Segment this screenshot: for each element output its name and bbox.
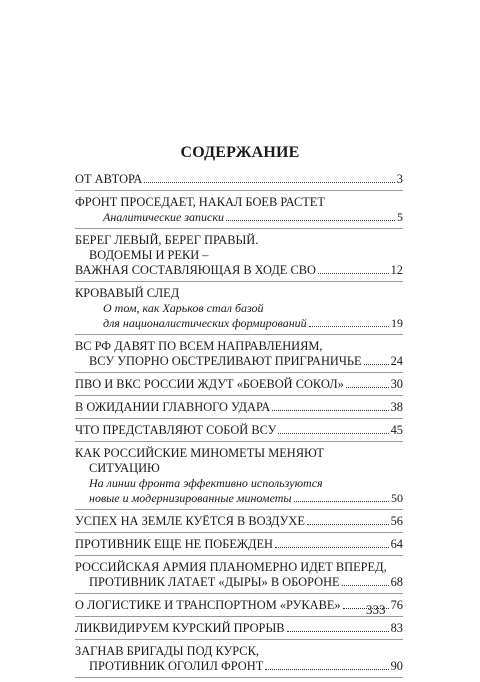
toc-title-line <box>75 377 403 392</box>
dot-leader <box>294 501 389 502</box>
dot-leader <box>318 273 389 274</box>
page-title: СОДЕРЖАНИЕ <box>180 144 300 161</box>
toc-entry-text: БЕРЕГ ЛЕВЫЙ, БЕРЕГ ПРАВЫЙ. <box>75 233 259 247</box>
toc-entry[interactable] <box>75 537 403 556</box>
toc-entry[interactable] <box>75 286 403 335</box>
toc-page-number: 83 <box>390 621 403 635</box>
toc-title-line <box>75 339 403 354</box>
toc-title-line <box>75 560 403 575</box>
toc-title-line <box>75 354 403 369</box>
toc-entry[interactable] <box>75 423 403 442</box>
toc-page-number: 76 <box>390 598 403 612</box>
toc-title-line <box>75 233 403 248</box>
toc-entry-text: ЗАГНАВ БРИГАДЫ ПОД КУРСК, <box>75 644 259 658</box>
toc-entry-text: ПРОТИВНИК ЛАТАЕТ «ДЫРЫ» В ОБОРОНЕ <box>89 575 340 589</box>
toc-page-number: 50 <box>391 491 403 505</box>
toc-entry-text: СИТУАЦИЮ <box>89 461 160 475</box>
toc-entry[interactable] <box>75 644 403 678</box>
dot-leader <box>278 433 388 434</box>
toc-title-line <box>75 461 403 476</box>
toc-page-number: 30 <box>390 377 403 391</box>
dot-leader <box>346 387 389 388</box>
toc-page-number: 24 <box>390 354 403 368</box>
toc-entry-text: Аналитические записки <box>103 210 224 224</box>
toc-page-number: 3 <box>396 172 403 186</box>
toc-entry-text: ВС РФ ДАВЯТ ПО ВСЕМ НАПРАВЛЕНИЯМ, <box>75 339 323 353</box>
toc-entry-text: ОТ АВТОРА <box>75 172 143 186</box>
toc-entry[interactable] <box>75 560 403 594</box>
toc-subtitle-line <box>75 476 403 491</box>
toc-page-number: 64 <box>390 537 403 551</box>
toc-entry-text: РОССИЙСКАЯ АРМИЯ ПЛАНОМЕРНО ИДЕТ ВПЕРЕД, <box>75 560 387 574</box>
toc-entry-text: О том, как Харьков стал базой <box>103 301 264 315</box>
dot-leader <box>307 524 389 525</box>
toc-entry-text: ВОДОЕМЫ И РЕКИ – <box>89 248 209 262</box>
dot-leader <box>265 669 388 670</box>
toc-title-line <box>75 446 403 461</box>
page-number: 333 <box>366 602 386 617</box>
toc-entry-text: для националистических формирований <box>103 316 307 330</box>
toc-entry[interactable] <box>75 446 403 510</box>
toc-entry-text: ПРОТИВНИК ЕЩЕ НЕ ПОБЕЖДЕН <box>75 537 273 551</box>
toc-entry[interactable] <box>75 400 403 419</box>
dot-leader <box>287 631 389 632</box>
toc-entry-text: КРОВАВЫЙ СЛЕД <box>75 286 180 300</box>
toc-title-line <box>75 172 403 187</box>
toc-subtitle-line <box>75 301 403 316</box>
toc-title-line <box>75 514 403 529</box>
toc-entry[interactable] <box>75 514 403 533</box>
toc-entry[interactable] <box>75 172 403 191</box>
toc-page-number: 45 <box>390 423 403 437</box>
toc-page-number: 19 <box>391 316 403 330</box>
toc-page-number: 56 <box>390 514 403 528</box>
toc-subtitle-line <box>75 316 403 331</box>
dot-leader <box>342 585 389 586</box>
toc-title-line <box>75 659 403 674</box>
toc-title-line <box>75 263 403 278</box>
toc-entry-text: ЧТО ПРЕДСТАВЛЯЮТ СОБОЙ ВСУ <box>75 423 277 437</box>
toc-title-line <box>75 598 403 613</box>
dot-leader <box>275 547 389 548</box>
toc-page-number: 90 <box>390 659 403 673</box>
toc-entry-text: УСПЕХ НА ЗЕМЛЕ КУЁТСЯ В ВОЗДУХЕ <box>75 514 305 528</box>
dot-leader <box>144 182 395 183</box>
dot-leader <box>272 410 388 411</box>
toc-page-number: 38 <box>390 400 403 414</box>
toc-entry-text: ЛИКВИДИРУЕМ КУРСКИЙ ПРОРЫВ <box>75 621 285 635</box>
dot-leader <box>309 326 389 327</box>
toc-entry[interactable] <box>75 195 403 229</box>
toc-title-line <box>75 537 403 552</box>
toc-title-line <box>75 248 403 263</box>
toc-entry[interactable] <box>75 377 403 396</box>
toc-title-line <box>75 575 403 590</box>
toc-title-line <box>75 621 403 636</box>
toc-subtitle-line <box>75 491 403 506</box>
toc-title-line <box>75 423 403 438</box>
dot-leader <box>364 364 389 365</box>
toc-page-number: 12 <box>390 263 403 277</box>
toc-title-line <box>75 400 403 415</box>
toc-entry-text: О ЛОГИСТИКЕ И ТРАНСПОРТНОМ «РУКАВЕ» <box>75 598 341 612</box>
toc-entry-text: В ОЖИДАНИИ ГЛАВНОГО УДАРА <box>75 400 271 414</box>
toc-entry-text: ВАЖНАЯ СОСТАВЛЯЮЩАЯ В ХОДЕ СВО <box>75 263 316 277</box>
toc-entry-text: ВСУ УПОРНО ОБСТРЕЛИВАЮТ ПРИГРАНИЧЬЕ <box>89 354 362 368</box>
toc-page-number: 5 <box>397 210 403 224</box>
dot-leader <box>226 220 395 221</box>
toc-entry-text: КАК РОССИЙСКИЕ МИНОМЕТЫ МЕНЯЮТ <box>75 446 324 460</box>
toc-entry[interactable] <box>75 621 403 640</box>
toc-title-line <box>75 195 403 210</box>
toc-entry-text: ПВО И ВКС РОССИИ ЖДУТ «БОЕВОЙ СОКОЛ» <box>75 377 344 391</box>
toc-title-line <box>75 644 403 659</box>
toc-entry[interactable] <box>75 339 403 373</box>
toc-page-number: 68 <box>390 575 403 589</box>
toc-entry-text: ФРОНТ ПРОСЕДАЕТ, НАКАЛ БОЕВ РАСТЕТ <box>75 195 325 209</box>
toc-entry[interactable] <box>75 233 403 282</box>
toc-subtitle-line <box>75 210 403 225</box>
toc-entry[interactable] <box>75 598 403 617</box>
toc-entry-text: На линии фронта эффективно используются <box>89 476 323 490</box>
toc-entry-text: новые и модернизированные минометы <box>89 491 292 505</box>
table-of-contents <box>75 172 403 682</box>
toc-entry-text: ПРОТИВНИК ОГОЛИЛ ФРОНТ <box>89 659 264 673</box>
toc-title-line <box>75 286 403 301</box>
